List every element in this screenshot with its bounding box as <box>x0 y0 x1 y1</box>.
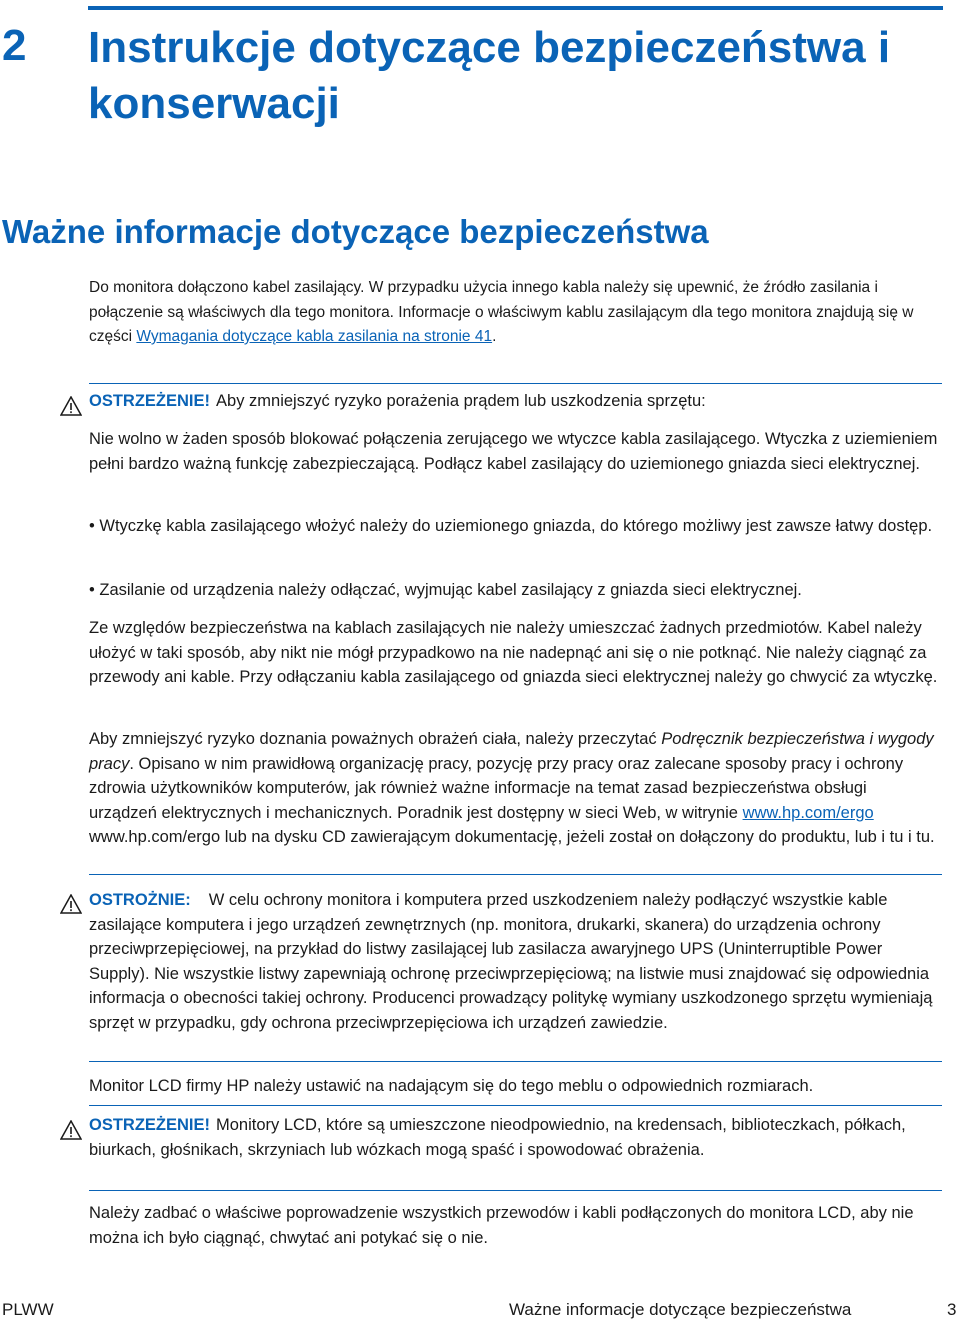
top-rule <box>88 6 943 10</box>
caution-rule <box>89 874 942 875</box>
chapter-number: 2 <box>2 21 27 70</box>
bullet2-text: Zasilanie od urządzenia należy odłączać, wyjmując kabel zasilający z gniazda sieci elektrycznej. <box>99 581 802 599</box>
warning-triangle-icon <box>60 396 82 416</box>
warning1-para2: Ze względów bezpieczeństwa na kablach zasilających nie należy umieszczać żadnych przedmiotów. Kabel należy ułożyć w taki sposób, aby nikt nie mógł przypadkowo na nie nadepnąć ani się o nie potknąć. Nie należy ciągnąć za przewody ani kable. Przy odłączaniu kabla zasilającego od gniazda sieci elektrycznej należy go chwycić za wtyczkę. <box>89 619 938 686</box>
para3-c: www.hp.com/ergo lub na dysku CD zawierającym dokumentację, jeżeli został on dołączony do produktu, lub i tu i tu. <box>89 828 935 846</box>
bullet1-text: Wtyczkę kabla zasilającego włożyć należy do uziemionego gniazda, do którego możliwy jest zawsze łatwy dostęp. <box>99 517 933 535</box>
warning1-para1: Nie wolno w żaden sposób blokować połączenia zerującego we wtyczce kabla zasilającego. Wtyczka z uziemieniem pełni bardzo ważną funkcję zabezpieczającą. Podłącz kabel zasilający do uziemionego gniazda sieci elektrycznej. <box>89 430 938 473</box>
warning-triangle-icon <box>60 1120 82 1140</box>
monitor-note: Monitor LCD firmy HP należy ustawić na nadającym się do tego meblu o odpowiednich rozmiarach. <box>89 1077 814 1095</box>
section-title: Ważne informacje dotyczące bezpieczeństwa <box>2 213 709 250</box>
bullet-marker: • <box>89 517 100 535</box>
caution-note <box>89 888 939 1035</box>
caution-text: W celu ochrony monitora i komputera przed uszkodzeniem należy podłączyć wszystkie kable zasilające komputera i jego urządzeń zewnętrznych (np. monitora, drukarki, skanera) do urządzenia ochrony przeciwprzepięciowej, na przykład do listwy zasilającej lub zasilacza awaryjnego UPS (Uninterruptible Power Supply). Nie wszystkie listwy zapewniają ochronę przeciwprzepięciową; na listwie musi znajdować się odpowiednia informacja o obecności takiej ochrony. Producenci prowadzący politykę wymiany uszkodzonego sprzętu wymieniają sprzęt w przypadku, gdy ochrona przeciwprzepięciowa ich urządzeń zawiedzie. <box>89 891 933 1032</box>
warning-triangle-icon <box>60 894 82 914</box>
chapter-title: Instrukcje dotyczące bezpieczeństwa i konserwacji <box>88 23 891 128</box>
power-cord-requirements-link[interactable]: Wymagania dotyczące kabla zasilania na stronie 41 <box>136 328 493 345</box>
warning1-para3 <box>89 727 939 850</box>
warning1-rule <box>89 383 942 384</box>
bullet-marker: • <box>89 581 100 599</box>
footer-left: PLWW <box>2 1300 54 1319</box>
hp-ergo-link[interactable]: www.hp.com/ergo <box>742 803 874 822</box>
para3-b: . Opisano w nim prawidłową organizację pracy, pozycję przy pracy oraz zalecane sposoby pracy i ochrony zdrowia użytkowników komputerów, jak również ważne informacje na temat zasad bezpieczeństwa obsługi urządzeń elektrycznych i mechanicznych. Poradnik jest dostępny w sieci Web, w witrynie <box>89 754 904 822</box>
intro-end: . <box>492 328 497 345</box>
caution-end-rule <box>89 1061 942 1062</box>
warning2-rule <box>89 1105 942 1106</box>
warning1-bullet1 <box>89 514 939 539</box>
warning2-text: Monitory LCD, które są umieszczone nieodpowiednio, na kredensach, biblioteczkach, półkach, biurkach, głośnikach, skrzyniach lub wózkach mogą spaść i spowodować obrażenia. <box>89 1116 906 1159</box>
warning1-lead <box>89 389 939 414</box>
warning2-end-rule <box>89 1190 942 1191</box>
warning1-lead-text: Aby zmniejszyć ryzyko porażenia prądem lub uszkodzenia sprzętu: <box>216 392 706 410</box>
safety-guide-title: Podręcznik bezpieczeństwa i wygody pracy <box>89 730 934 773</box>
closing-paragraph: Należy zadbać o właściwe poprowadzenie wszystkich przewodów i kabli podłączonych do monitora LCD, aby nie można ich było ciągnąć, chwytać ani potykać się o nie. <box>89 1204 914 1247</box>
warning2-label: OSTRZEŻENIE! <box>89 1116 211 1134</box>
intro-text: Do monitora dołączono kabel zasilający. W przypadku użycia innego kabla należy się upewnić, że źródło zasilania i połączenie są właściwych dla tego monitora. Informacje o właściwym kablu zasilającym dla tego monitora znajdują się w części <box>89 279 914 345</box>
intro-paragraph <box>89 276 939 350</box>
warning1-bullet2 <box>89 578 939 603</box>
para3-a: Aby zmniejszyć ryzyko doznania poważnych obrażeń ciała, należy przeczytać <box>89 730 662 748</box>
page-number: 3 <box>947 1300 957 1319</box>
footer-center: Ważne informacje dotyczące bezpieczeństwa <box>509 1300 852 1319</box>
caution-label: OSTROŻNIE: <box>89 891 191 909</box>
warning2-note <box>89 1113 939 1162</box>
warning1-label: OSTRZEŻENIE! <box>89 392 211 410</box>
